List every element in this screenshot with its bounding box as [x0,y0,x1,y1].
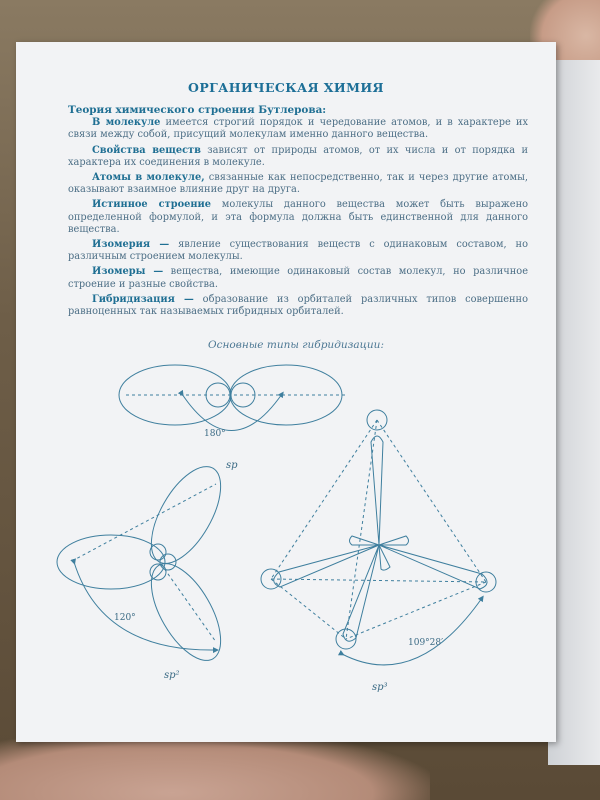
sp3-lobe-right [379,545,487,589]
sp3-edge-4 [271,579,486,582]
term: Изомерия — [92,239,170,251]
sp2-diagram [57,456,235,672]
sp3-angle-label: 109°28′ [408,638,444,648]
sp3-lobe-down [343,545,379,641]
sp2-axis-a [72,484,216,561]
term: Истинное строение [92,199,212,211]
page-title: ОРГАНИЧЕСКАЯ ХИМИЯ [188,80,384,95]
notebook-page [16,42,556,742]
sp3-edge-1 [271,420,377,579]
term: Гибридизация — [92,293,194,305]
sp2-orbital-lower [137,553,234,672]
sp2-angle-label: 120° [114,613,136,623]
sp2-angle-arc [74,562,216,650]
sp2-orbital-left [57,535,165,589]
definition: связанные как непосредственно, так и через другие атомы, оказывают взаимное влияние друг на друга. [68,172,528,196]
sp-diagram [119,365,346,431]
sp3-edge-2 [377,420,486,582]
sp3-small-lobe-1 [350,536,380,545]
definition: явление существования веществ с одинаковым составом, но различным строением молекулы. [68,239,528,263]
definition: зависят от природы атомов, от их числа и от порядка и характера их соединения в молекуле. [68,144,528,168]
hybridization-diagrams [16,42,556,742]
sp3-diagram [261,410,496,665]
diagram-caption: Основные типы гибридизации: [208,339,384,351]
sp3-edge-6 [346,582,486,639]
definition: образование из орбиталей различных типов совершенно равноценных так называемых гибридных орбиталей. [68,293,528,318]
definition: имеется строгий порядок и чередование атомов, и в характере их связи между собой, присущий молекулам именно данного вещества. [68,117,528,141]
sp3-edge-5 [271,579,346,639]
term: Свойства веществ [92,144,201,156]
sp2-label: sp² [164,670,180,681]
definition: молекулы данного вещества может быть выражено определенной формулой, и эта формула должна быть единственной для данного вещества. [68,199,528,235]
sp-label: sp [226,460,238,471]
term: Изомеры — [92,266,164,278]
sp3-edge-3 [346,420,377,639]
term: Атомы в молекуле, [92,172,205,184]
sp3-small-lobe-2 [379,536,409,545]
sp3-label: sp³ [372,682,388,693]
definition: вещества, имеющие одинаковый состав молекул, но различное строение и разные свойства. [68,266,528,290]
sp-angle-label: 180° [204,429,226,439]
section-heading: Теория химического строения Бутлерова: [68,104,327,116]
term: В молекуле [92,117,161,129]
